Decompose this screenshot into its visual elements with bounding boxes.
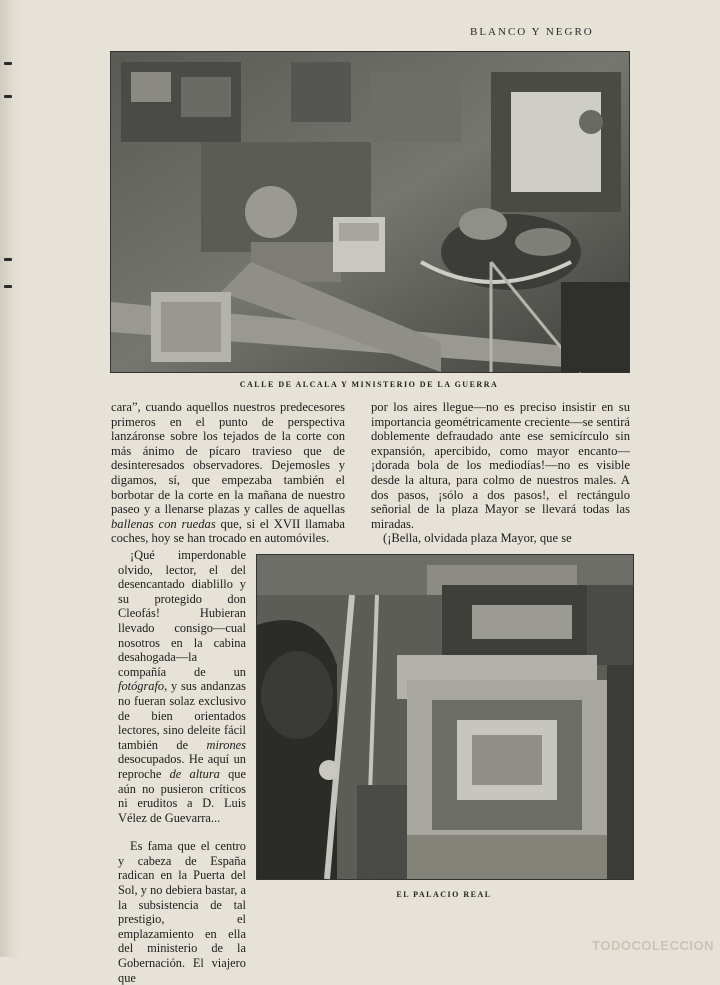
paragraph-1-tail: que, si el XVII llamaba coches, hoy se han trocado en automóviles. — [111, 516, 345, 546]
watermark: TODOCOLECCION — [592, 938, 714, 953]
paragraph-1: cara”, cuando aquellos nuestros predecesores primeros en el punto de perspectiva lanzáronse sobre los tejados de la corte con más ánimo de pícaro travieso que de desinteresados observadores. Dejemosles y digamos, sí, que empezaba también el borbotar de la corte en la mañana de nuestro paseo y a llenarse plazas y calles de aquellas — [111, 400, 345, 517]
paragraph-2a: ¡Qué imperdonable olvido, lector, el del desencantado diablillo y su protegido don Cleofás! Hubieran llevado consigo—cual nosotros en la cabina desahogada—la compañía de un — [118, 548, 246, 679]
caption-alcala: CALLE DE ALCALA Y MINISTERIO DE LA GUERRA — [239, 380, 499, 389]
edge-mark — [4, 285, 12, 288]
page-edge — [0, 0, 22, 957]
italic-de-altura: de altura — [169, 766, 220, 781]
paragraph-3: Es fama que el centro y cabeza de España radican en la Puerta del Sol, y no debiera bastar, a la subsistencia de tal prestigio, el emplazamiento en ella del ministerio de la Gobernación. El viajero que — [118, 839, 246, 985]
aerial-photo-palacio — [257, 555, 633, 879]
italic-mirones: mirones — [206, 737, 246, 752]
paragraph-2d: que aún no pusieron críticos ni eruditos a D. Luis Vélez de Guevarra... — [118, 766, 246, 825]
paragraph-col2: por los aires llegue—no es preciso insistir en su importancia geométricamente creciente—se sentirá doblemente defraudado ante ese semicírculo sin expansión, apercibido, como mayor encanto—¡dorada bola de los mediodías!—no es visible desde la altura, para colmo de nuestros males. A dos pasos, ¡sólo a dos pasos!, el rectángulo señorial de la plaza Mayor se llevará todas las miradas. — [371, 400, 630, 531]
paragraph-2b: , y sus andanzas no fueran solaz exclusivo de bien orientados lectores, sino deleite fácil también de — [118, 679, 246, 752]
italic-phrase: ballenas con ruedas — [111, 516, 216, 531]
edge-mark — [4, 258, 12, 261]
caption-palacio: EL PALACIO REAL — [396, 890, 492, 899]
paragraph-2c: desocupados. He aquí un reproche — [118, 752, 246, 781]
italic-fotografo: fotógrafo — [118, 679, 165, 694]
edge-mark — [4, 95, 12, 98]
text-column-right-top — [371, 400, 630, 546]
photo-alcala — [110, 51, 630, 373]
photo-palacio — [256, 554, 634, 880]
aerial-photo-alcala — [111, 52, 629, 372]
running-head: BLANCO Y NEGRO — [470, 26, 594, 38]
paragraph-col2-continuation: (¡Bella, olvidada plaza Mayor, que se — [383, 531, 572, 546]
edge-mark — [4, 62, 12, 65]
text-column-left-top — [111, 400, 345, 548]
text-column-left-narrow — [118, 548, 246, 985]
